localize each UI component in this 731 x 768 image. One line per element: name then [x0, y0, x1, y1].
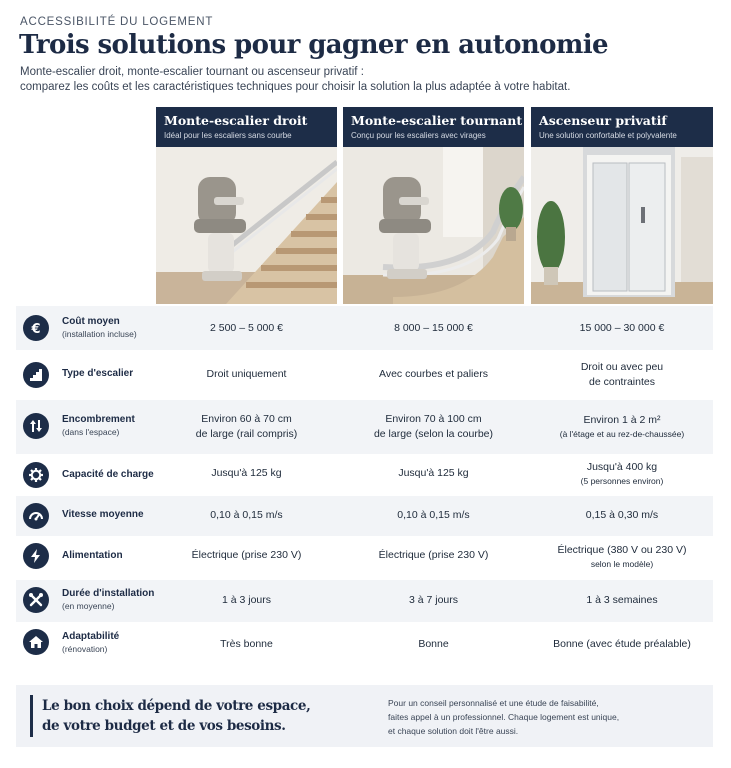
row-label — [62, 509, 144, 521]
cell-curved: Bonne — [418, 638, 449, 650]
note-line-2: faites appel à un professionnel. Chaque logement est unique, — [388, 712, 620, 722]
row-label — [62, 631, 119, 655]
cell-elevator — [531, 413, 713, 441]
row-stair-type — [16, 352, 713, 398]
column-header-curved-stairlift — [343, 107, 524, 147]
row-power-supply — [16, 538, 713, 578]
eyebrow: ACCESSIBILITÉ DU LOGEMENT — [20, 16, 214, 28]
row-label-text: Capacité de charge — [62, 469, 154, 480]
vertical-arrows-icon — [23, 413, 49, 439]
row-label-text: Alimentation — [62, 550, 123, 561]
subtitle — [20, 65, 720, 95]
row-average-speed — [16, 496, 713, 536]
row-installation-time — [16, 580, 713, 622]
curved-stairlift-photo — [343, 147, 524, 304]
cell-line-1: Environ 60 à 70 cm — [201, 413, 292, 425]
cell-elevator: 1 à 3 semaines — [586, 594, 658, 606]
row-label — [62, 368, 133, 380]
cell-line-1: Droit ou avec peu — [580, 361, 664, 373]
row-load-capacity — [16, 456, 713, 494]
row-label-text: Vitesse moyenne — [62, 509, 144, 520]
speedometer-icon — [23, 503, 49, 529]
cell-line-1: Jusqu'à 400 kg — [586, 461, 658, 473]
cell-line-1: Environ 70 à 100 cm — [385, 413, 482, 425]
cell-curved: 8 000 – 15 000 € — [394, 322, 473, 334]
cell-straight: Électrique (prise 230 V) — [191, 549, 302, 561]
cell-elevator: Bonne (avec étude préalable) — [553, 638, 691, 650]
cell-elevator: 0,15 à 0,30 m/s — [585, 509, 659, 521]
lightning-icon — [23, 543, 49, 569]
cell-straight: Droit uniquement — [206, 368, 287, 380]
euro-icon — [23, 315, 49, 341]
row-label — [62, 550, 123, 562]
cell-elevator — [531, 360, 713, 390]
cell-line-1: Environ 1 à 2 m² — [583, 414, 661, 426]
cell-elevator: 15 000 – 30 000 € — [579, 322, 665, 334]
house-icon — [23, 629, 49, 655]
cell-straight: Très bonne — [220, 638, 273, 650]
column-title: Monte-escalier droit — [164, 113, 308, 128]
stairs-icon — [23, 362, 49, 388]
quote-line-1: Le bon choix dépend de votre espace, — [42, 698, 311, 714]
row-sublabel: (en moyenne) — [62, 601, 115, 611]
cell-straight: 2 500 – 5 000 € — [210, 322, 283, 334]
straight-stairlift-photo — [156, 147, 337, 304]
cell-curved: Électrique (prise 230 V) — [378, 549, 489, 561]
row-sublabel: (rénovation) — [62, 644, 108, 654]
cell-straight: 0,10 à 0,15 m/s — [210, 509, 283, 521]
cell-curved: Avec courbes et paliers — [379, 368, 488, 380]
row-label-text: Encombrement — [62, 414, 135, 425]
gear-icon — [23, 462, 49, 488]
column-subtitle: Idéal pour les escaliers sans courbe — [164, 131, 292, 140]
row-sublabel: (installation incluse) — [62, 329, 137, 339]
subtitle-line-1: Monte-escalier droit, monte-escalier tournant ou ascenseur privatif : — [20, 66, 364, 78]
footer-quote — [42, 696, 342, 736]
cell-note: (5 personnes environ) — [580, 476, 664, 486]
cell-curved: Jusqu'à 125 kg — [398, 467, 469, 479]
cell-curved: 3 à 7 jours — [408, 594, 459, 606]
row-average-cost — [16, 306, 713, 350]
cell-note: selon le modèle) — [590, 559, 654, 569]
column-subtitle: Conçu pour les escaliers avec virages — [351, 131, 486, 140]
footer-callout — [16, 685, 713, 747]
column-subtitle: Une solution confortable et polyvalente — [539, 131, 677, 140]
cell-line-2: de large (rail compris) — [195, 428, 298, 440]
cell-elevator — [531, 543, 713, 571]
row-label — [62, 316, 137, 340]
column-title: Monte-escalier tournant — [351, 113, 523, 128]
tools-icon — [23, 587, 49, 613]
row-label — [62, 414, 135, 438]
cell-straight — [156, 412, 337, 442]
row-label-text: Coût moyen — [62, 316, 120, 327]
quote-line-2: de votre budget et de vos besoins. — [42, 718, 286, 734]
cell-curved — [343, 412, 524, 442]
column-header-straight-stairlift — [156, 107, 337, 147]
row-label — [62, 469, 154, 481]
row-adaptability — [16, 624, 713, 666]
accent-bar — [30, 695, 33, 737]
svg-text:€: € — [31, 322, 41, 336]
note-line-3: et chaque solution doit l'être aussi. — [388, 726, 519, 736]
row-label-text: Adaptabilité — [62, 631, 120, 642]
row-label — [62, 588, 154, 612]
row-label-text: Type d'escalier — [62, 368, 134, 379]
page-title: Trois solutions pour gagner en autonomie — [19, 30, 608, 60]
cell-line-2: de contraintes — [589, 376, 655, 388]
home-elevator-photo — [531, 147, 713, 304]
cell-straight: Jusqu'à 125 kg — [211, 467, 282, 479]
cell-note: (à l'étage et au rez-de-chaussée) — [559, 429, 685, 439]
row-footprint — [16, 400, 713, 454]
cell-line-2: de large (selon la courbe) — [373, 428, 494, 440]
column-title: Ascenseur privatif — [539, 113, 667, 128]
subtitle-line-2: comparez les coûts et les caractéristiques techniques pour choisir la solution la plus adaptée à votre habitat. — [20, 81, 571, 93]
row-sublabel: (dans l'espace) — [62, 427, 120, 437]
cell-elevator — [531, 460, 713, 488]
cell-straight: 1 à 3 jours — [221, 594, 272, 606]
row-label-text: Durée d'installation — [62, 588, 155, 599]
column-header-home-elevator — [531, 107, 713, 147]
cell-line-1: Électrique (380 V ou 230 V) — [557, 544, 687, 556]
cell-curved: 0,10 à 0,15 m/s — [397, 509, 470, 521]
note-line-1: Pour un conseil personnalisé et une étude de faisabilité, — [388, 698, 599, 708]
footer-note — [388, 696, 708, 738]
